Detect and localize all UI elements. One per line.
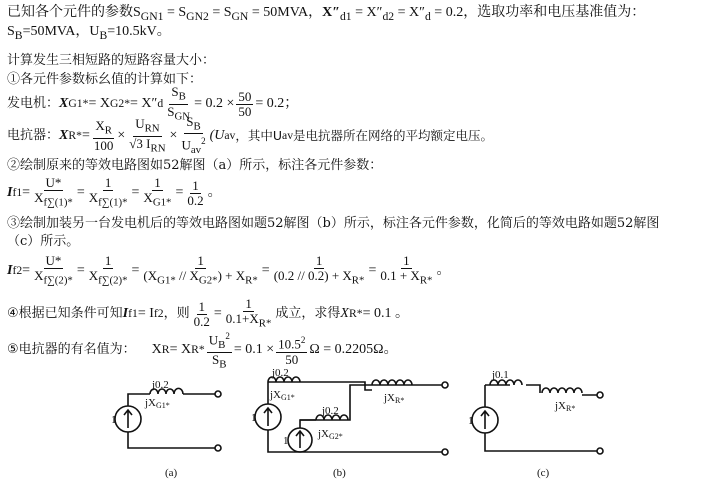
step-4: ④根据已知条件可知 I f1 = I f2 ，则 $\frac{1}{0.2}$ = $\frac{1}{0.1+X_{R*}}$ 成立，求得 X R* = 0.1 。 [7, 296, 409, 330]
text: 发电机： [7, 96, 60, 111]
t: 50 [238, 103, 252, 119]
sub: d [157, 97, 164, 110]
text: = 50MVA， [248, 5, 323, 20]
t: U [135, 115, 145, 131]
t: 1 [197, 253, 204, 269]
t: U* [45, 253, 62, 269]
text: X [59, 96, 69, 111]
text: 成立，求得 [275, 306, 341, 321]
sub: R [161, 343, 170, 356]
s: G1* [156, 401, 170, 410]
text: = X [88, 96, 110, 111]
t: S [167, 103, 175, 119]
t: jX [270, 389, 281, 401]
t: 0.2 [187, 192, 204, 208]
s: f∑(1)* [43, 196, 73, 209]
text: = [22, 185, 31, 200]
text: = [261, 263, 270, 278]
fraction: $\frac{S_B}{U_{av}^2}$ [181, 113, 206, 157]
text: 已知各个元件的参数S [7, 5, 141, 20]
s: R* [395, 396, 405, 405]
t: X [88, 190, 99, 206]
sub: av [224, 129, 236, 142]
sub: d1 [339, 9, 352, 23]
sub: G1* [68, 97, 89, 110]
text: S [7, 24, 15, 39]
s: B [178, 90, 186, 103]
s: R* [566, 404, 576, 413]
t: 1 [154, 175, 161, 191]
node-c-bot [597, 448, 603, 454]
t: jX [318, 428, 329, 440]
text: X [340, 306, 349, 321]
source-a-arrow [124, 410, 132, 428]
label-b-x2: j0.2 [322, 405, 339, 417]
sub: GN [231, 9, 249, 23]
s: R* [245, 274, 258, 287]
t: U* [45, 175, 62, 191]
step-3-cont: （c）所示。 [7, 234, 80, 249]
label-a-x: j0.2 [152, 379, 169, 391]
s: G1* [157, 274, 176, 287]
t: ) + X [217, 268, 246, 284]
text: = S [163, 5, 187, 20]
source-b1-arrow [264, 408, 272, 426]
node-a-bot [215, 445, 221, 451]
sub: av [282, 129, 294, 142]
text: = [76, 263, 85, 278]
text: = 0.2 × [194, 96, 235, 111]
text: = [131, 263, 140, 278]
sub: GN2 [186, 9, 209, 23]
wire-c [485, 385, 597, 451]
inductor-cr [542, 388, 582, 393]
node-a-top [215, 391, 221, 397]
text: = S [208, 5, 232, 20]
t: U [181, 137, 191, 153]
s: G1* [281, 393, 295, 402]
label-b-xr [383, 392, 404, 405]
section-heading: 计算发生三相短路的短路容量大小： [7, 53, 216, 68]
node-c-top [597, 392, 603, 398]
sub: B [14, 28, 23, 42]
sub: B [99, 28, 108, 42]
s: RN [150, 142, 166, 155]
text: = X″ [394, 5, 425, 20]
label-c-x: j0.1 [492, 369, 509, 381]
t: 100 [93, 137, 114, 153]
text: × [117, 128, 126, 143]
s: R [104, 124, 112, 137]
t: 50 [285, 351, 299, 367]
t: S [186, 113, 194, 129]
node-b-bot [442, 449, 448, 455]
sub: d [424, 9, 431, 23]
label-b-x1: j0.2 [272, 367, 289, 379]
label-b-xg2 [317, 428, 343, 441]
s: RN [144, 122, 160, 135]
text: 是电抗器所在网络的平均额定电压。 [293, 128, 494, 143]
t: X [34, 190, 44, 206]
text: = I [137, 306, 154, 321]
s: B [193, 120, 201, 133]
t: jX [145, 397, 156, 409]
s: f∑(2)* [98, 274, 128, 287]
text: = [81, 128, 90, 143]
label-b-src1: 1 [251, 412, 257, 424]
text: ，其中U [235, 128, 283, 143]
s: GN [174, 110, 191, 123]
t: 1 [192, 177, 199, 193]
text: = X [169, 342, 192, 357]
node-b-top [442, 382, 448, 388]
sub: d2 [382, 9, 395, 23]
t: U [208, 332, 219, 348]
label-c-src: 1 [468, 415, 474, 427]
text: = 0.2，选取功率和电压基准值为： [430, 5, 646, 20]
t: 0.1 + X [380, 268, 420, 284]
fraction: $\frac{10.5^2}{50}$ [278, 335, 306, 367]
s: av [190, 144, 202, 157]
text: = [76, 185, 85, 200]
s: f∑(2)* [43, 274, 73, 287]
t: 0.1+X [225, 311, 259, 327]
s: B [219, 358, 227, 371]
s: B [218, 338, 226, 351]
label-b-src2: 1 [283, 435, 289, 447]
label-a-xg [144, 397, 170, 410]
t: // X [175, 268, 199, 284]
s: R* [419, 274, 433, 287]
s: G2* [198, 274, 218, 287]
text: Ω = 0.2205Ω [309, 342, 384, 357]
t: jX [384, 392, 395, 404]
sub: R* [68, 129, 82, 142]
t: √3 I [129, 135, 151, 151]
sub: f2 [12, 264, 23, 277]
t: (X [143, 268, 158, 284]
text: X [59, 128, 69, 143]
step-2: ②绘制原来的等效电路图如52解图（a）所示，标注各元件参数： [7, 158, 383, 173]
sub: GN1 [140, 9, 164, 23]
label-c-xr [554, 400, 575, 413]
text: = X″ [130, 96, 158, 111]
step-3: ③绘制加装另一台发电机后的等效电路图如题52解图（b）所示，标注各元件参数，化简后的等效电路如题52解图 [7, 216, 660, 231]
text: = [368, 263, 377, 278]
text: ④根据已知条件可知 [7, 306, 123, 321]
text: = 0.1 。 [362, 306, 409, 321]
label-b: (b) [333, 467, 346, 479]
sub: f1 [12, 186, 23, 199]
text: X″ [322, 5, 340, 20]
text: = [22, 263, 31, 278]
wire-b2 [300, 420, 316, 452]
sub: f1 [128, 307, 138, 320]
t: X [95, 118, 105, 134]
t: X [88, 268, 99, 284]
fraction: $\frac{U_B^2}{S_B}$ [208, 330, 230, 371]
t: 1 [104, 175, 112, 191]
t: 1 [104, 253, 112, 269]
t: 1 [198, 298, 205, 314]
t: 1 [245, 296, 252, 312]
text: I [7, 263, 13, 278]
t: 1 [315, 253, 323, 269]
s: R* [258, 317, 272, 330]
text: = 0.1 × [233, 342, 275, 357]
text: 。 [207, 185, 222, 200]
text: X [151, 342, 162, 357]
source-c-arrow [481, 411, 489, 429]
text: ，则 [163, 306, 190, 321]
t: S [171, 83, 179, 99]
t: (0.2 // 0.2) + X [273, 268, 352, 284]
text: × [169, 128, 178, 143]
text: = 0.2； [255, 96, 299, 111]
sub: R* [348, 307, 363, 320]
sub: f2 [153, 307, 164, 320]
text: =50MVA，U [22, 24, 100, 39]
t: 50 [238, 88, 252, 104]
circuit-a [115, 388, 221, 451]
t: 1 [403, 253, 410, 269]
s: G2* [329, 432, 343, 441]
sub: R* [191, 343, 205, 356]
text: 。 [383, 342, 398, 357]
text: I [7, 185, 13, 200]
text: = [131, 185, 140, 200]
label-a-src: 1 [111, 414, 117, 426]
t: 10.5 [278, 336, 301, 352]
step-1: ①各元件参数标幺值的计算如下： [7, 72, 203, 87]
sub: G2* [109, 97, 131, 110]
t: jX [555, 400, 566, 412]
label-b-xg1 [269, 389, 295, 402]
t: X [34, 268, 44, 284]
text: = X″ [351, 5, 383, 20]
t: S [212, 351, 220, 367]
text: 电抗器： [7, 128, 60, 143]
text: =10.5kV。 [107, 24, 171, 39]
s: G1* [152, 196, 172, 209]
source-b2-arrow [296, 431, 304, 448]
s: R* [351, 274, 365, 287]
t: 0.2 [193, 313, 210, 329]
text: 。 [436, 263, 451, 278]
text: (U [209, 128, 225, 143]
text: ⑤电抗器的有名值为： [7, 342, 136, 357]
label-c: (c) [537, 467, 550, 479]
t: X [143, 190, 153, 206]
text: = [175, 185, 184, 200]
label-a: (a) [165, 467, 178, 479]
s: f∑(1)* [98, 196, 128, 209]
text: I [122, 306, 129, 321]
circuit-c [472, 380, 603, 454]
